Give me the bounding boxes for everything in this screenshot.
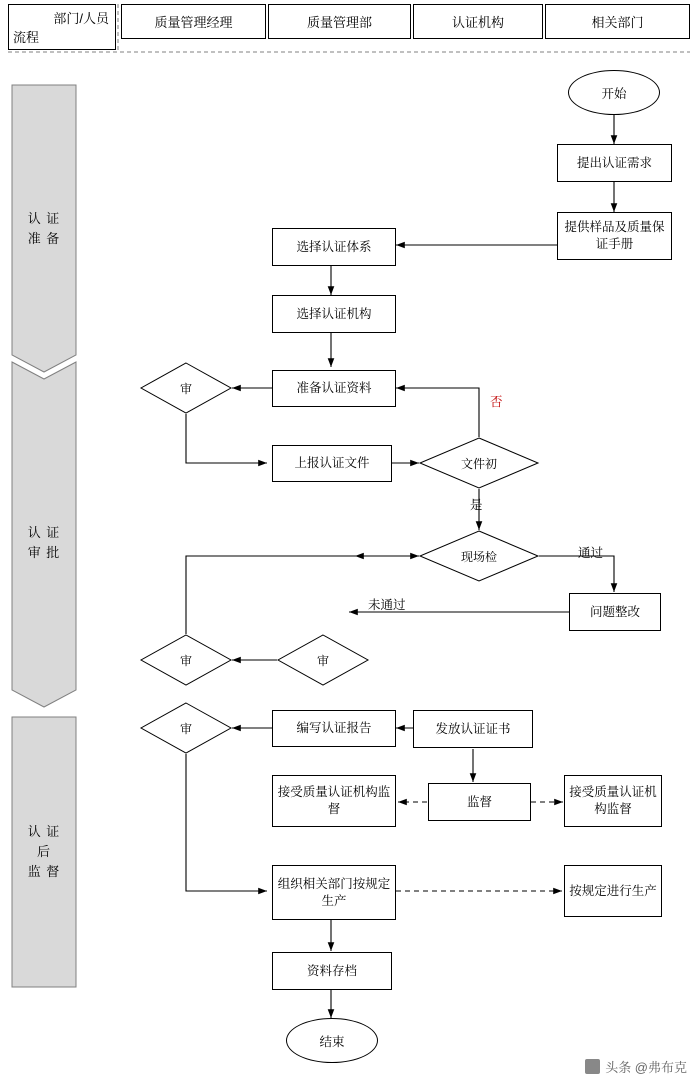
node-select-certification-body[interactable] bbox=[272, 295, 396, 333]
node-label: 资料存档 bbox=[306, 963, 357, 978]
edge-label-no: 否 bbox=[490, 395, 503, 409]
node-accept-supervision-qm[interactable] bbox=[272, 775, 396, 827]
node-label: 发放认证证书 bbox=[435, 721, 511, 736]
phase-label: 认 证 准 备 bbox=[27, 210, 61, 246]
node-start[interactable] bbox=[568, 70, 660, 115]
node-label: 组织相关部门按规定生产 bbox=[277, 876, 391, 908]
decision-review-2[interactable] bbox=[277, 634, 369, 686]
phase-label: 认 证 后 监 督 bbox=[27, 824, 61, 879]
decision-label: 审 bbox=[179, 381, 192, 396]
node-problem-rectification[interactable] bbox=[569, 593, 661, 631]
decision-onsite-inspection[interactable] bbox=[419, 530, 539, 582]
edge-label-fail: 未通过 bbox=[368, 598, 406, 612]
node-raise-certification-demand[interactable] bbox=[557, 144, 672, 182]
node-accept-certification-body-supervision[interactable] bbox=[564, 775, 662, 827]
edge-label-yes: 是 bbox=[470, 498, 483, 512]
lane-header-label: 认证机构 bbox=[451, 15, 504, 30]
node-label: 按规定进行生产 bbox=[569, 883, 657, 898]
phase-label: 认 证 审 批 bbox=[27, 525, 61, 560]
node-label: 提出认证需求 bbox=[576, 155, 652, 170]
node-label: 选择认证体系 bbox=[296, 239, 372, 254]
node-prepare-certification-materials[interactable] bbox=[272, 370, 396, 407]
node-write-certification-report[interactable] bbox=[272, 710, 396, 747]
phase-approval bbox=[12, 379, 76, 707]
decision-review-1[interactable] bbox=[140, 362, 232, 414]
node-produce-as-required[interactable] bbox=[564, 865, 662, 917]
decision-label: 审 bbox=[316, 653, 329, 668]
node-issue-certificate[interactable] bbox=[413, 710, 533, 748]
watermark-icon bbox=[585, 1059, 600, 1074]
decision-document-initial-review[interactable] bbox=[419, 437, 539, 489]
decision-label: 文件初 bbox=[460, 456, 497, 471]
decision-label: 审 bbox=[179, 721, 192, 736]
node-end[interactable] bbox=[286, 1018, 378, 1063]
node-label: 开始 bbox=[601, 86, 627, 101]
decision-review-3[interactable] bbox=[140, 634, 232, 686]
node-supervision[interactable] bbox=[428, 783, 531, 821]
lane-header-label: 相关部门 bbox=[591, 15, 644, 30]
lane-header-label: 质量管理经理 bbox=[154, 15, 233, 30]
phase-post-supervision bbox=[12, 717, 76, 987]
corner-label-process: 流程 bbox=[13, 30, 40, 45]
node-label: 准备认证资料 bbox=[296, 381, 372, 395]
node-label: 提供样品及质量保证手册 bbox=[564, 220, 665, 251]
node-provide-samples-manual[interactable] bbox=[557, 212, 672, 260]
decision-label: 审 bbox=[179, 653, 192, 668]
decision-review-4[interactable] bbox=[140, 702, 232, 754]
node-organize-production[interactable] bbox=[272, 865, 396, 920]
corner-label-department: 部门/人员 bbox=[53, 11, 109, 26]
node-label: 上报认证文件 bbox=[294, 456, 370, 470]
node-submit-certification-documents[interactable] bbox=[272, 445, 392, 482]
node-label: 问题整改 bbox=[589, 604, 640, 619]
node-label: 监督 bbox=[466, 794, 492, 809]
node-label: 结束 bbox=[319, 1034, 345, 1049]
node-label: 接受质量认证机构监督 bbox=[569, 785, 657, 816]
edge-label-pass: 通过 bbox=[578, 546, 604, 560]
node-label: 接受质量认证机构监督 bbox=[277, 785, 391, 816]
node-label: 选择认证机构 bbox=[296, 306, 372, 321]
node-select-certification-system[interactable] bbox=[272, 228, 396, 266]
watermark-text: 头条 @弗布克 bbox=[605, 1060, 687, 1075]
node-label: 编写认证报告 bbox=[296, 721, 372, 735]
decision-label: 现场检 bbox=[460, 549, 497, 564]
watermark bbox=[585, 1057, 687, 1076]
lane-header-label: 质量管理部 bbox=[306, 15, 372, 30]
node-archive-materials[interactable] bbox=[272, 952, 392, 990]
phase-preparation bbox=[12, 85, 76, 372]
